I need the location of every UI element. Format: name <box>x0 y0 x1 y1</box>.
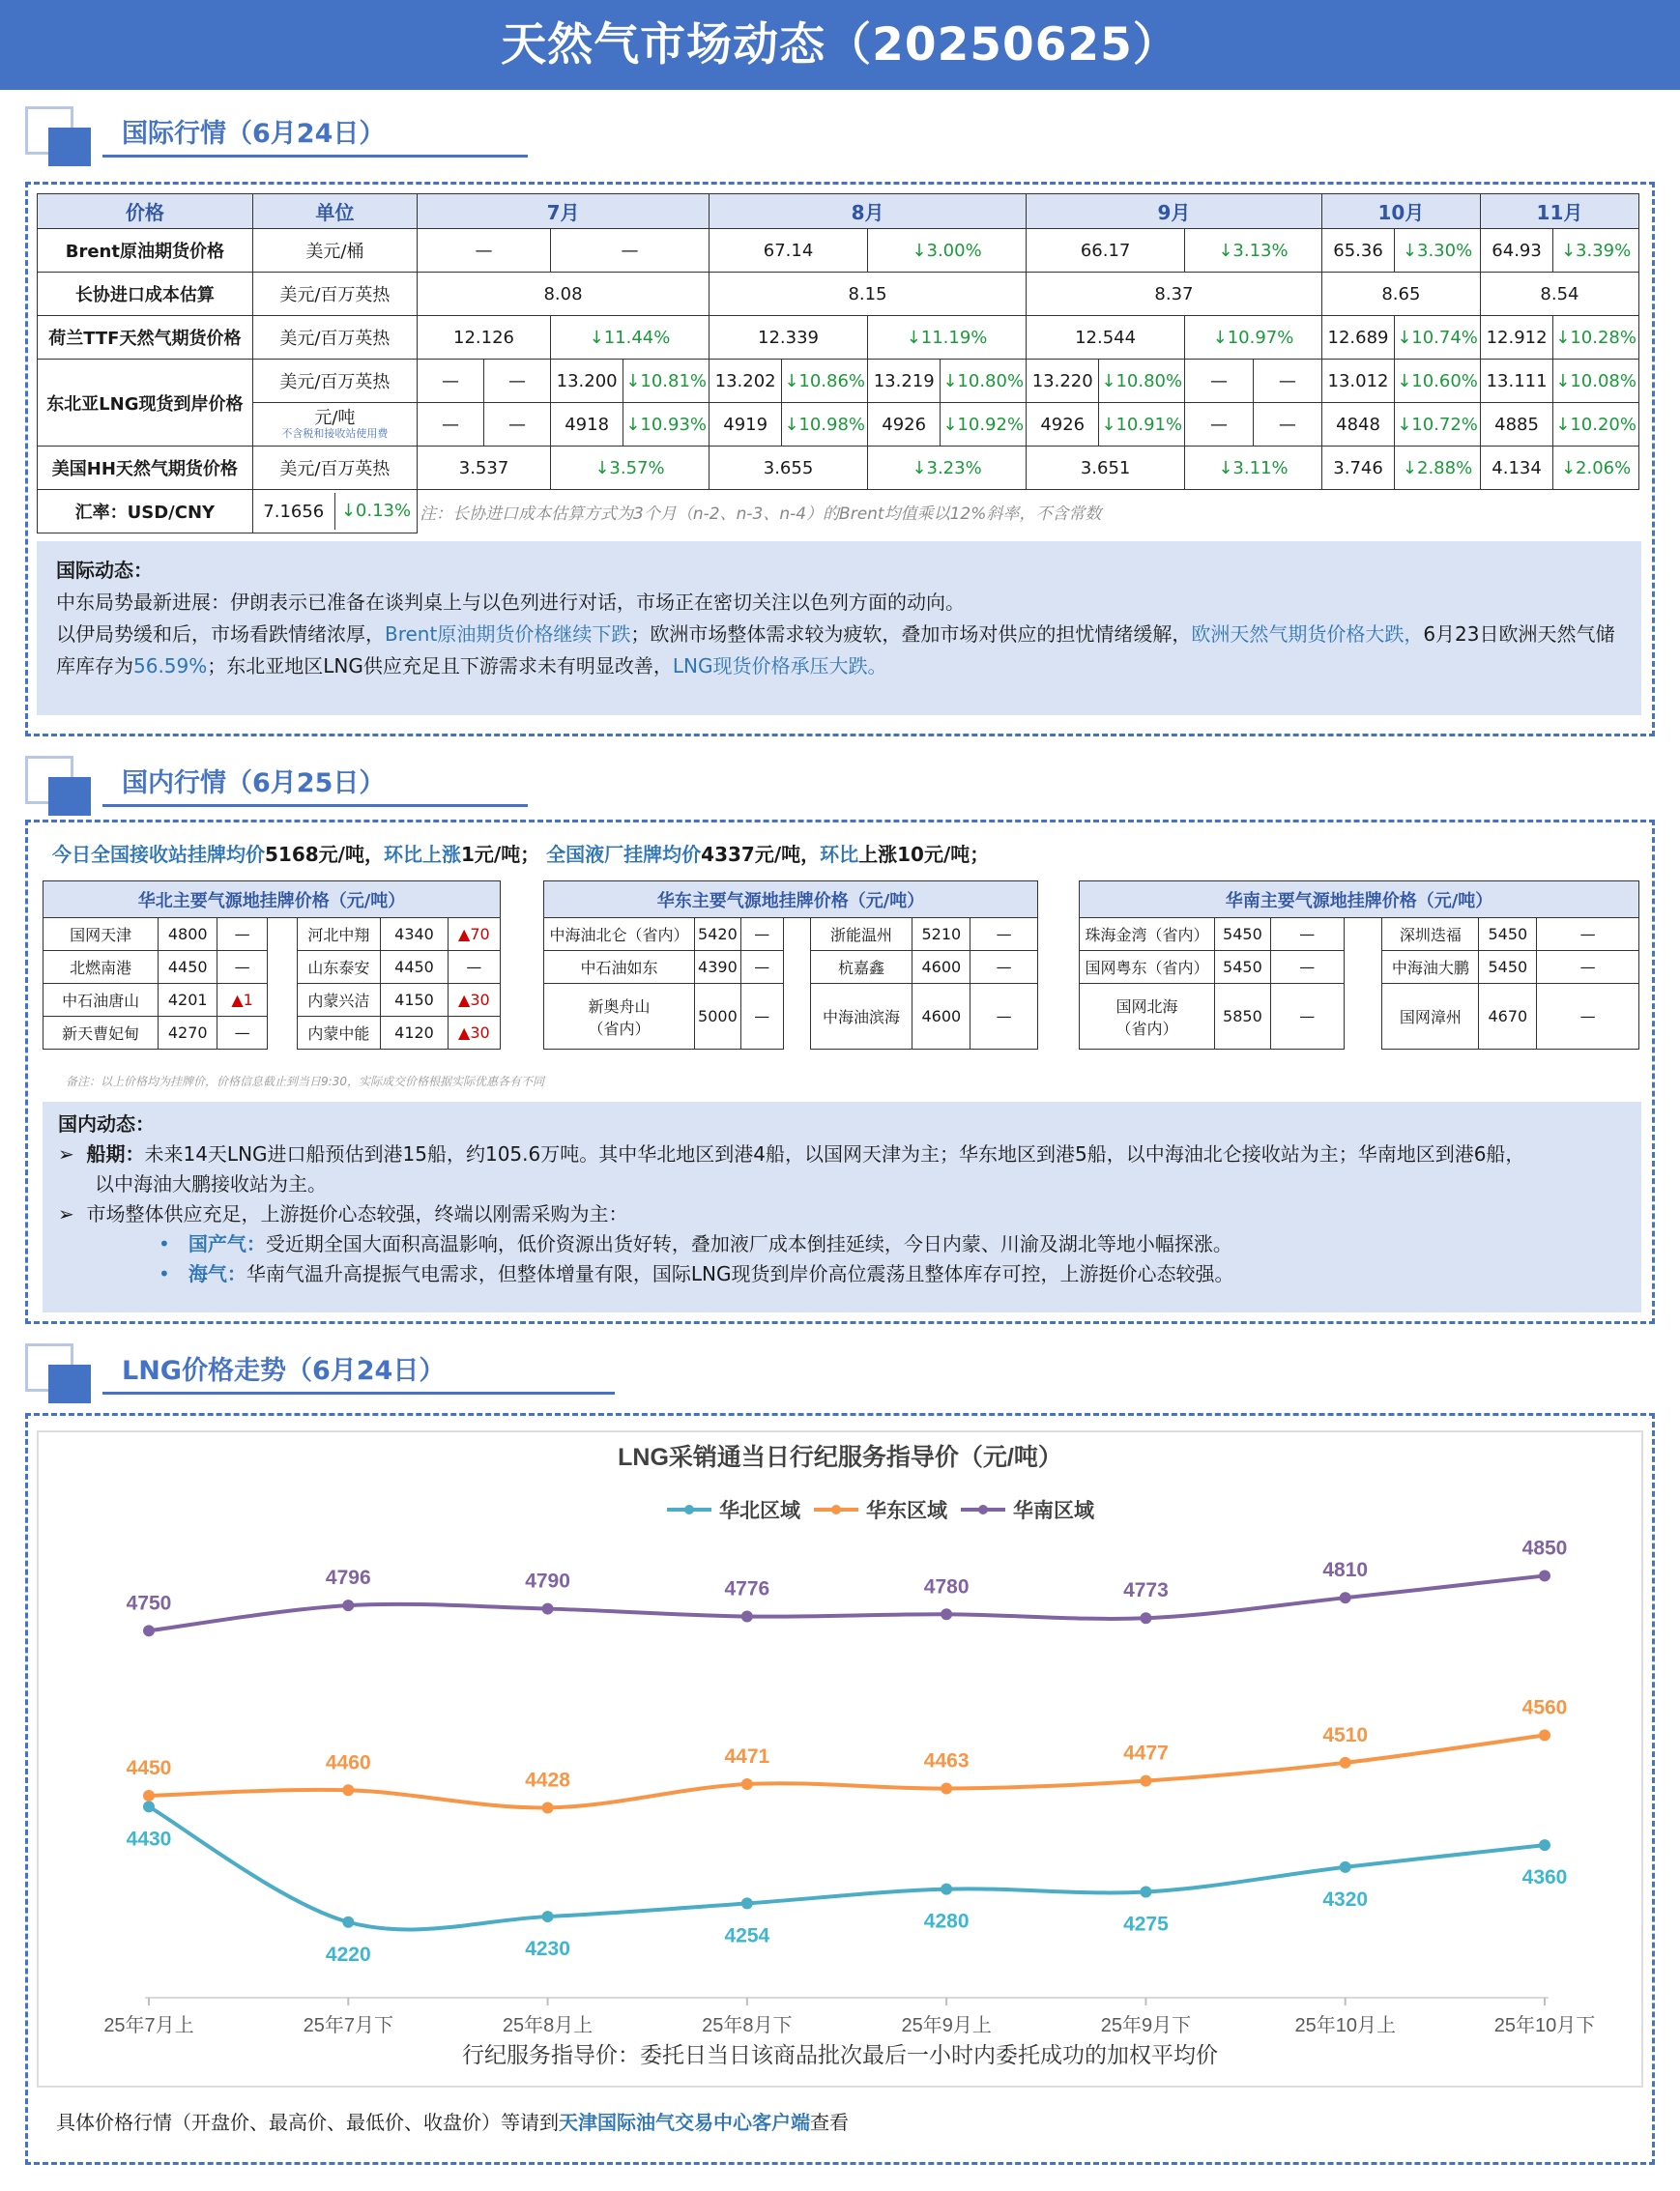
cell: ▲30 <box>448 984 500 1017</box>
x-tick-label: 25年7月下 <box>303 2015 393 2036</box>
cell: 4600 <box>912 951 970 984</box>
cell: ↓3.57% <box>550 447 709 490</box>
cell: — <box>448 951 500 984</box>
cell: ↓3.13% <box>1185 229 1322 273</box>
unit: 美元/百万英热 <box>252 447 417 490</box>
data-point <box>143 1790 155 1802</box>
data-label: 4510 <box>1322 1723 1369 1746</box>
section-title-intl <box>25 106 508 166</box>
cell: — <box>970 951 1038 984</box>
cell: ↓11.19% <box>868 316 1027 360</box>
data-label: 4254 <box>724 1924 770 1947</box>
remark-note: 备注：以上价格均为挂牌价，价格信息截止到当日9:30，实际成交价格根据实际优惠各有不同 <box>66 1075 544 1088</box>
cell: 12.544 <box>1027 316 1185 360</box>
cell: 3.655 <box>710 447 868 490</box>
fx-note: 注：长协进口成本估算方式为3个月（n-2、n-3、n-4）的Brent均值乘以12%斜率，不含常数 <box>418 490 1639 533</box>
cell: ↓3.00% <box>868 229 1027 273</box>
data-label: 4560 <box>1521 1696 1568 1719</box>
col-nov: 11月 <box>1480 194 1638 229</box>
cell: — <box>1185 360 1254 403</box>
data-label: 4220 <box>325 1943 371 1966</box>
text: Brent原油期货价格继续下跌 <box>385 622 631 646</box>
legend-label: 华东区域 <box>866 1500 947 1522</box>
cell: 8.37 <box>1027 273 1322 316</box>
cell: — <box>217 951 268 984</box>
cell: 8.15 <box>710 273 1027 316</box>
chart-legend <box>667 1499 1095 1522</box>
table-row <box>1080 918 1639 951</box>
cell: 新奥舟山（省内） <box>544 984 695 1050</box>
cell: ↓3.11% <box>1185 447 1322 490</box>
text: 国产气： <box>188 1232 266 1255</box>
cell: 中海油大鹏 <box>1382 951 1479 984</box>
data-point <box>941 1783 952 1795</box>
cell: 12.689 <box>1321 316 1394 360</box>
cell: — <box>1537 918 1639 951</box>
data-point <box>941 1608 952 1620</box>
text: 1元/吨； <box>460 843 540 866</box>
cell: 河北中翔 <box>297 918 381 951</box>
table-row <box>1080 951 1639 984</box>
data-label: 4230 <box>525 1938 570 1961</box>
col-jul: 7月 <box>418 194 710 229</box>
data-point <box>143 1801 155 1812</box>
cell: 13.202 <box>710 360 782 403</box>
row-label: 美国HH天然气期货价格 <box>38 447 253 490</box>
table-row <box>38 229 1639 273</box>
text: 以伊局势缓和后，市场看跌情绪浓厚， <box>56 622 385 646</box>
cell: — <box>418 360 484 403</box>
text: 具体价格行情（开盘价、最高价、最低价、收盘价）等请到 <box>56 2111 559 2134</box>
section-title-lng <box>25 1343 605 1403</box>
text: 以中海油大鹏接收站为主。 <box>95 1172 327 1196</box>
cell: — <box>1270 951 1344 984</box>
cell: 中石油如东 <box>544 951 695 984</box>
data-label: 4430 <box>126 1828 172 1851</box>
data-point <box>1340 1861 1351 1873</box>
cell: 12.339 <box>710 316 868 360</box>
fx-value: 7.1656 <box>263 501 325 522</box>
cell: 13.200 <box>550 360 623 403</box>
cell: 4918 <box>550 403 623 447</box>
cell: 深圳迭福 <box>1382 918 1479 951</box>
east-title: 华东主要气源地挂牌价格（元/吨） <box>544 881 1038 918</box>
table-row <box>43 984 501 1017</box>
chart-title: LNG采销通当日行纪服务指导价（元/吨） <box>618 1444 1062 1471</box>
cell: 中石油唐山 <box>43 984 159 1017</box>
row-label: 东北亚LNG现货到岸价格 <box>38 360 253 447</box>
cell: 国网粤东（省内） <box>1080 951 1215 984</box>
cell: — <box>217 918 268 951</box>
series-line-0 <box>149 1806 1545 1929</box>
cell: 12.126 <box>418 316 551 360</box>
data-point <box>941 1884 952 1895</box>
cell: 67.14 <box>710 229 868 273</box>
cell: 8.08 <box>418 273 710 316</box>
fx-change: ↓0.13% <box>334 493 417 530</box>
section-title-domestic-text: 国内行情（6月25日） <box>122 768 386 798</box>
x-tick-label: 25年10月上 <box>1294 2015 1396 2036</box>
cell: ↓10.93% <box>623 403 710 447</box>
footer-note <box>56 2107 849 2135</box>
cell: 中海油滨海 <box>810 984 912 1050</box>
cell: 杭嘉鑫 <box>810 951 912 984</box>
cell: 4.134 <box>1480 447 1552 490</box>
unit: 美元/桶 <box>252 229 417 273</box>
data-label: 4275 <box>1123 1913 1169 1936</box>
text: 受近期全国大面积高温影响，低价资源出货好转，叠加液厂成本倒挂延续，今日内蒙、川渝及湖北等地小幅探涨。 <box>265 1232 1232 1255</box>
cell: — <box>418 403 484 447</box>
x-tick-label: 25年8月下 <box>702 2015 793 2036</box>
text: 56.59% <box>133 654 208 677</box>
cell: 66.17 <box>1027 229 1185 273</box>
intl-price-table <box>37 193 1639 533</box>
data-label: 4460 <box>325 1751 371 1774</box>
data-point <box>1140 1886 1151 1897</box>
data-point <box>741 1897 753 1909</box>
table-row <box>544 951 1038 984</box>
cell: 4926 <box>1027 403 1099 447</box>
cell: — <box>740 918 783 951</box>
cell: ↓10.91% <box>1099 403 1185 447</box>
cell: 13.219 <box>868 360 941 403</box>
cell: ▲70 <box>448 918 500 951</box>
cell: 国网漳州 <box>1382 984 1479 1050</box>
cell: 5450 <box>1214 918 1270 951</box>
legend-marker <box>978 1505 988 1514</box>
cell: ↓3.23% <box>868 447 1027 490</box>
unit: 美元/百万英热 <box>252 316 417 360</box>
legend-label: 华北区域 <box>719 1500 800 1522</box>
cell: ↓10.81% <box>623 360 710 403</box>
text: 今日全国接收站挂牌均价 <box>52 843 265 866</box>
cell: — <box>484 360 551 403</box>
legend-label: 华南区域 <box>1013 1500 1094 1522</box>
fx-label: 汇率：USD/CNY <box>38 490 253 533</box>
legend-marker <box>684 1505 694 1514</box>
data-point <box>741 1611 753 1623</box>
unit: 美元/百万英热 <box>252 360 417 403</box>
cell: 65.36 <box>1321 229 1394 273</box>
data-point <box>1340 1757 1351 1769</box>
intl-news-p2 <box>56 619 1622 682</box>
south-price-table <box>1079 880 1639 1050</box>
cell: 13.012 <box>1321 360 1394 403</box>
table-row <box>544 984 1038 1050</box>
cell: 浙能温州 <box>810 918 912 951</box>
cell: ↓10.98% <box>782 403 868 447</box>
text: 4337元/吨， <box>701 843 821 866</box>
section-title-domestic <box>25 756 508 816</box>
south-title: 华南主要气源地挂牌价格（元/吨） <box>1080 881 1639 918</box>
cell: 5850 <box>1214 984 1270 1050</box>
domestic-news <box>43 1102 1641 1312</box>
cell: 4270 <box>159 1017 217 1050</box>
col-price: 价格 <box>38 194 253 229</box>
text: 查看 <box>810 2111 849 2134</box>
x-tick-label: 25年9月下 <box>1100 2015 1192 2036</box>
text: 华南气温升高提振气电需求，但整体增量有限，国际LNG现货到岸价高位震荡且整体库存可控，上游挺价心态较强。 <box>246 1262 1234 1285</box>
cell: 4885 <box>1480 403 1552 447</box>
cell: 8.54 <box>1480 273 1638 316</box>
cell: — <box>1537 984 1639 1050</box>
data-point <box>542 1802 554 1813</box>
cell: 内蒙兴洁 <box>297 984 381 1017</box>
cell: 3.537 <box>418 447 551 490</box>
cell: 3.746 <box>1321 447 1394 490</box>
cell: 4120 <box>381 1017 448 1050</box>
cell: — <box>740 984 783 1050</box>
cell: 4390 <box>694 951 740 984</box>
text: 6月23日欧洲天然气储库库存为 <box>56 622 1615 677</box>
cell: 12.912 <box>1480 316 1552 360</box>
cell: — <box>1185 403 1254 447</box>
domestic-news-title: 国内动态： <box>58 1112 155 1136</box>
north-price-table <box>43 880 501 1050</box>
cell: — <box>970 984 1038 1050</box>
intl-news-title: 国际动态： <box>56 559 153 582</box>
data-point <box>342 1917 354 1928</box>
data-label: 4477 <box>1123 1742 1169 1765</box>
cell: — <box>1537 951 1639 984</box>
cell: 国网北海（省内） <box>1080 984 1215 1050</box>
data-point <box>1340 1592 1351 1603</box>
east-price-table <box>543 880 1038 1050</box>
chart-x-label: 行纪服务指导价：委托日当日该商品批次最后一小时内委托成功的加权平均价 <box>462 2042 1218 2067</box>
data-label: 4773 <box>1123 1579 1169 1602</box>
x-tick-label: 25年10月下 <box>1493 2015 1596 2036</box>
cell: ↓10.74% <box>1395 316 1481 360</box>
text: ；东北亚地区LNG供应充足且下游需求未有明显改善， <box>207 654 673 677</box>
text: 欧洲天然气期货价格大跌， <box>1191 622 1424 646</box>
col-aug: 8月 <box>710 194 1027 229</box>
table-row <box>38 316 1639 360</box>
cell: ↓10.60% <box>1395 360 1481 403</box>
cell: 4201 <box>159 984 217 1017</box>
cell: 4926 <box>868 403 941 447</box>
cell: 64.93 <box>1480 229 1552 273</box>
data-label: 4750 <box>126 1592 172 1615</box>
cell: 3.651 <box>1027 447 1185 490</box>
text: ；欧洲市场整体需求较为疲软，叠加市场对供应的担忧情绪缓解， <box>630 622 1192 646</box>
domestic-summary <box>52 839 989 867</box>
table-row <box>43 951 501 984</box>
row-label: 长协进口成本估算 <box>38 273 253 316</box>
data-label: 4780 <box>923 1575 970 1599</box>
cell: ↓10.80% <box>941 360 1027 403</box>
cell: ↓10.97% <box>1185 316 1322 360</box>
table-row <box>38 403 1639 447</box>
cell: — <box>550 229 709 273</box>
section-title-intl-text: 国际行情（6月24日） <box>122 119 386 149</box>
data-label: 4280 <box>923 1910 970 1933</box>
data-label: 4796 <box>325 1567 371 1590</box>
data-label: 4790 <box>525 1570 570 1593</box>
data-point <box>1539 1839 1550 1851</box>
data-label: 4463 <box>923 1749 970 1773</box>
cell: 4450 <box>381 951 448 984</box>
cell: ↓11.44% <box>550 316 709 360</box>
cell: 中海油北仑（省内） <box>544 918 695 951</box>
cell: 4670 <box>1479 984 1537 1050</box>
intl-news <box>37 541 1641 715</box>
unit: 元/吨 <box>314 408 356 428</box>
cell: — <box>1253 360 1321 403</box>
text: 未来14天LNG进口船预估到港15船，约105.6万吨。其中华北地区到港4船，以国网天津为主；华东地区到港5船，以中海油北仑接收站为主；华南地区到港6船， <box>144 1142 1525 1166</box>
text: 环比 <box>820 843 859 866</box>
data-label: 4471 <box>724 1744 770 1768</box>
data-label: 4428 <box>525 1769 570 1792</box>
cell: — <box>1270 918 1344 951</box>
cell: 珠海金湾（省内） <box>1080 918 1215 951</box>
north-title: 华北主要气源地挂牌价格（元/吨） <box>43 881 501 918</box>
cell: — <box>1253 403 1321 447</box>
bullet-arrow-icon: ➢ <box>58 1202 74 1225</box>
table-row <box>38 273 1639 316</box>
lng-price-chart <box>39 1432 1641 2086</box>
cell: ↓3.39% <box>1553 229 1639 273</box>
page-title: 天然气市场动态（20250625） <box>0 0 1680 90</box>
cell: 4600 <box>912 984 970 1050</box>
cell: 4340 <box>381 918 448 951</box>
col-unit: 单位 <box>252 194 417 229</box>
cell: 北燃南港 <box>43 951 159 984</box>
cell: 4150 <box>381 984 448 1017</box>
data-label: 4320 <box>1322 1888 1369 1911</box>
cell: — <box>217 1017 268 1050</box>
cell: — <box>740 951 783 984</box>
cell: 5420 <box>694 918 740 951</box>
cell: ▲1 <box>217 984 268 1017</box>
data-label: 4850 <box>1521 1537 1568 1560</box>
cell: 5450 <box>1479 951 1537 984</box>
text: LNG现货价格承压大跌。 <box>672 654 887 677</box>
cell: ↓10.86% <box>782 360 868 403</box>
text: 环比上涨 <box>383 843 461 866</box>
client-link[interactable]: 天津国际油气交易中心客户端 <box>559 2111 810 2134</box>
cell: ↓2.88% <box>1395 447 1481 490</box>
cell: ↓10.92% <box>941 403 1027 447</box>
cell: ↓3.30% <box>1395 229 1481 273</box>
data-point <box>542 1911 554 1922</box>
data-point <box>342 1600 354 1611</box>
data-label: 4360 <box>1521 1866 1568 1889</box>
text: 市场整体供应充足，上游挺价心态较强，终端以刚需采购为主： <box>86 1202 628 1225</box>
cell: 5450 <box>1214 951 1270 984</box>
table-row <box>544 918 1038 951</box>
col-sep: 9月 <box>1027 194 1322 229</box>
cell: 5210 <box>912 918 970 951</box>
data-point <box>342 1784 354 1796</box>
unit: 美元/百万英热 <box>252 273 417 316</box>
data-label: 4776 <box>724 1577 770 1600</box>
cell: 国网天津 <box>43 918 159 951</box>
table-row <box>38 447 1639 490</box>
cell: — <box>1270 984 1344 1050</box>
cell: 4800 <box>159 918 217 951</box>
table-row <box>38 360 1639 403</box>
intl-news-p1: 中东局势最新进展：伊朗表示已准备在谈判桌上与以色列进行对话，市场正在密切关注以色列方面的动向。 <box>56 591 965 614</box>
text: 5168元/吨， <box>265 843 384 866</box>
text: 海气： <box>188 1262 246 1285</box>
x-tick-label: 25年8月上 <box>502 2015 594 2036</box>
cell: 5000 <box>694 984 740 1050</box>
cell: ↓2.06% <box>1553 447 1639 490</box>
cell: 4450 <box>159 951 217 984</box>
cell: 8.65 <box>1321 273 1480 316</box>
table-row <box>43 1017 501 1050</box>
bullet-dot-icon: • <box>159 1232 170 1255</box>
col-oct: 10月 <box>1321 194 1480 229</box>
data-label: 4450 <box>126 1756 172 1779</box>
data-point <box>1539 1729 1550 1741</box>
cell: 山东泰安 <box>297 951 381 984</box>
data-point <box>542 1603 554 1615</box>
data-point <box>1140 1612 1151 1624</box>
cell: ↓10.28% <box>1553 316 1639 360</box>
table-row <box>43 918 501 951</box>
cell: 4919 <box>710 403 782 447</box>
cell: 5450 <box>1479 918 1537 951</box>
cell: — <box>484 403 551 447</box>
bullet-dot-icon: • <box>159 1262 170 1285</box>
cell: 13.111 <box>1480 360 1552 403</box>
data-point <box>1140 1775 1151 1787</box>
data-point <box>741 1778 753 1790</box>
cell: 4848 <box>1321 403 1394 447</box>
cell: ↓10.72% <box>1395 403 1481 447</box>
section-title-lng-text: LNG价格走势（6月24日） <box>122 1356 446 1386</box>
cell: ▲30 <box>448 1017 500 1050</box>
cell: 内蒙中能 <box>297 1017 381 1050</box>
x-tick-label: 25年9月上 <box>901 2015 992 2036</box>
unit-note: 不含税和接收站使用费 <box>281 427 389 440</box>
chart-plot <box>103 1537 1595 2036</box>
text: 全国液厂挂牌均价 <box>546 843 702 866</box>
row-label: Brent原油期货价格 <box>38 229 253 273</box>
text: 上涨10元/吨； <box>858 843 990 866</box>
legend-marker <box>831 1505 841 1514</box>
data-point <box>1539 1570 1550 1581</box>
cell: ↓10.20% <box>1553 403 1639 447</box>
fx-row <box>38 490 1639 533</box>
row-label: 荷兰TTF天然气期货价格 <box>38 316 253 360</box>
cell: — <box>418 229 551 273</box>
data-label: 4810 <box>1322 1559 1369 1582</box>
text: 船期： <box>86 1142 145 1166</box>
x-tick-label: 25年7月上 <box>103 2015 194 2036</box>
bullet-arrow-icon: ➢ <box>58 1142 74 1166</box>
cell: 新天曹妃甸 <box>43 1017 159 1050</box>
cell: ↓10.08% <box>1553 360 1639 403</box>
table-row <box>1080 984 1639 1050</box>
cell: — <box>970 918 1038 951</box>
cell: ↓10.80% <box>1099 360 1185 403</box>
data-point <box>143 1625 155 1636</box>
cell: 13.220 <box>1027 360 1099 403</box>
